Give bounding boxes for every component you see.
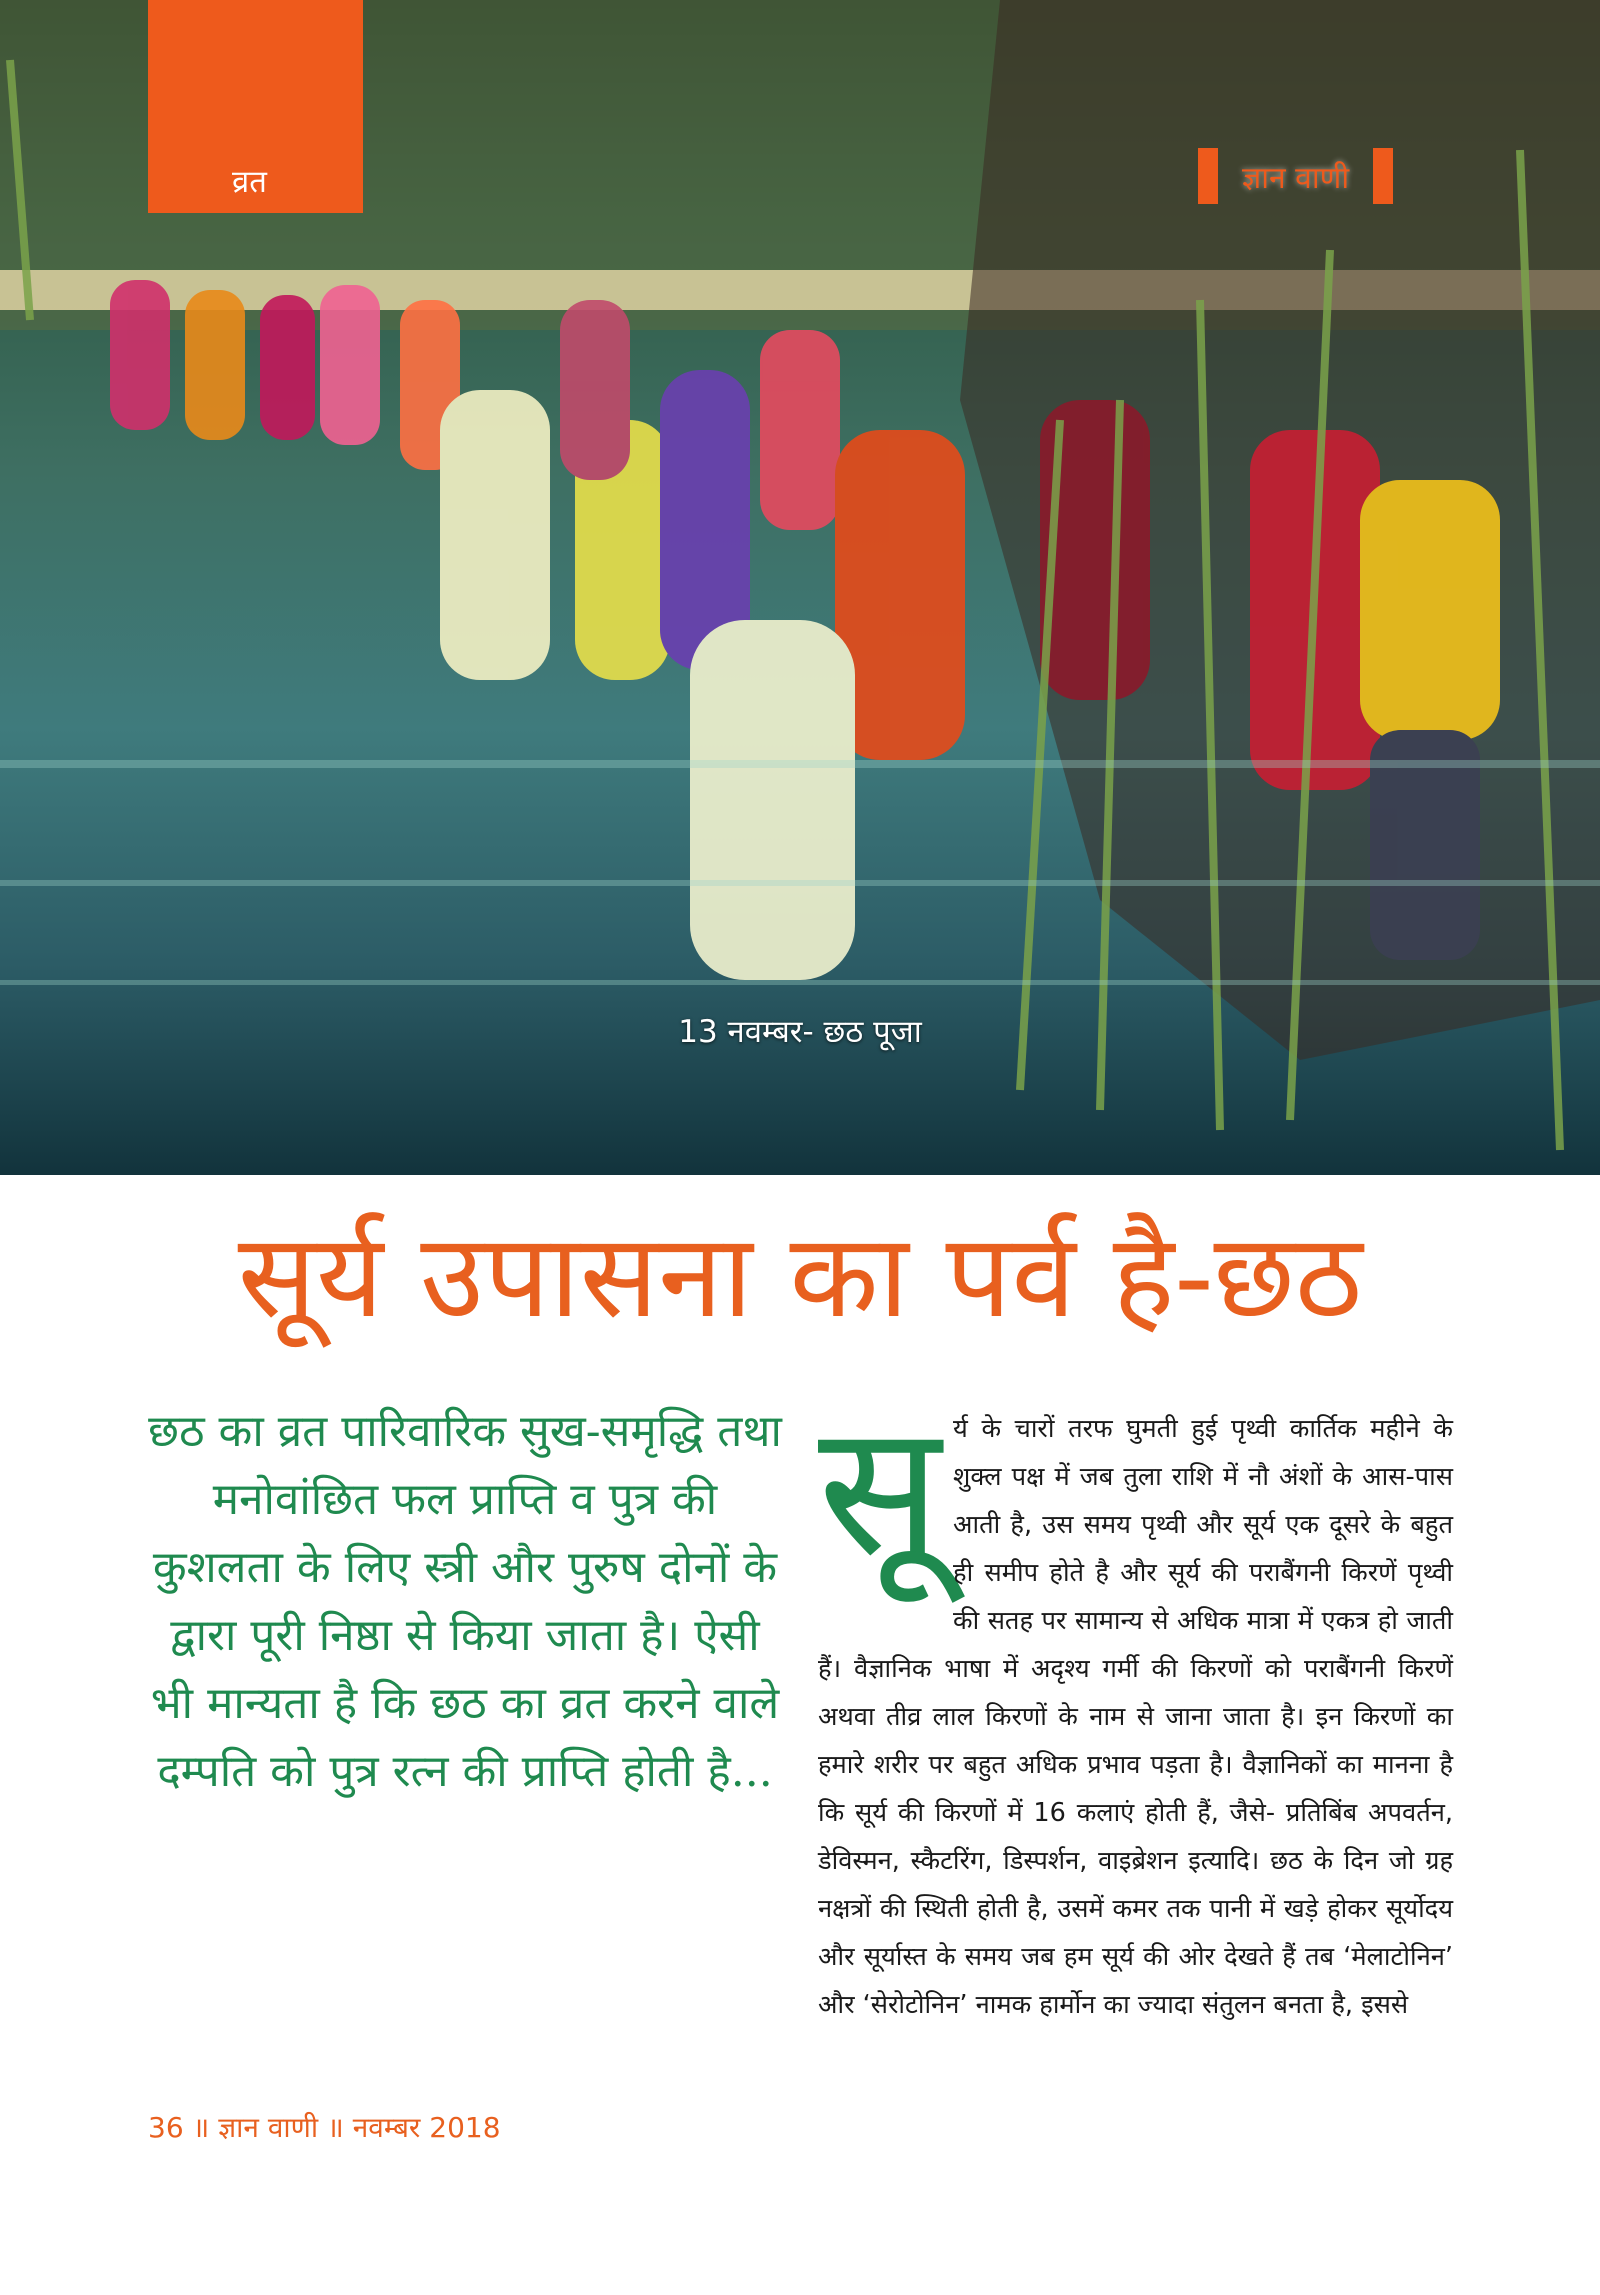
pull-quote: छठ का व्रत पारिवारिक सुख-समृद्धि तथा मनोवांछित फल प्राप्ति व पुत्र की कुशलता के लिए स्त्री और पुरुष दोनों के द्वारा पूरी निष्ठा से किया जाता है। ऐसी भी मान्यता है कि छठ का व्रत करने वाले दम्पति को पुत्र रत्न की प्राप्ति होती है... <box>148 1406 782 1797</box>
publication-label: ज्ञान वाणी <box>1242 160 1350 196</box>
running-head <box>1198 148 1393 204</box>
photo-caption: 13 नवम्बर- छठ पूजा <box>678 1014 922 1050</box>
section-tab <box>148 0 363 213</box>
page-folio: 36 ॥ ज्ञान वाणी ॥ नवम्बर 2018 <box>148 2111 501 2144</box>
body-paragraph: र्य के चारों तरफ घुमती हुई पृथ्वी कार्तिक महीने के शुक्ल पक्ष में जब तुला राशि में नौ अंशों के आस-पास आती है, उस समय पृथ्वी और सूर्य एक दूसरे के बहुत ही समीप होते है और सूर्य की पराबैंगनी किरणें पृथ्वी की सतह पर सामान्य से अधिक मात्रा में एकत्र हो जाती हैं। वैज्ञानिक भाषा में अदृश्य गर्मी की किरणों को पराबैंगनी किरणें अथवा तीव्र लाल किरणों के नाम से जाना जाता है। इन किरणों का हमारे शरीर पर बहुत अधिक प्रभाव पड़ता है। वैज्ञानिकों का मानना है कि सूर्य की किरणों में 16 कलाएं होती हैं, जैसे- प्रतिबिंब अपवर्तन, डेविस्मन, स्कैटरिंग, डिस्पर्शन, वाइब्रेशन इत्यादि। छठ के दिन जो ग्रह नक्षत्रों की स्थिती होती है, उसमें कमर तक पानी में खड़े होकर सूर्योदय और सूर्यास्त के समय जब हम सूर्य की ओर देखते हैं तब ‘मेलाटोनिन’ और ‘सेरोटोनिन’ नामक हार्मोन का ज्यादा संतुलन बनता है, इससे <box>818 1414 1453 2020</box>
section-label: व्रत <box>232 164 267 200</box>
article-body <box>818 1384 1453 2029</box>
running-head-bar-right <box>1373 148 1393 204</box>
running-head-bar-left <box>1198 148 1218 204</box>
drop-cap: सू <box>818 1384 942 1596</box>
article-title: सूर्य उपासना का पर्व है-छठ <box>237 1209 1363 1344</box>
